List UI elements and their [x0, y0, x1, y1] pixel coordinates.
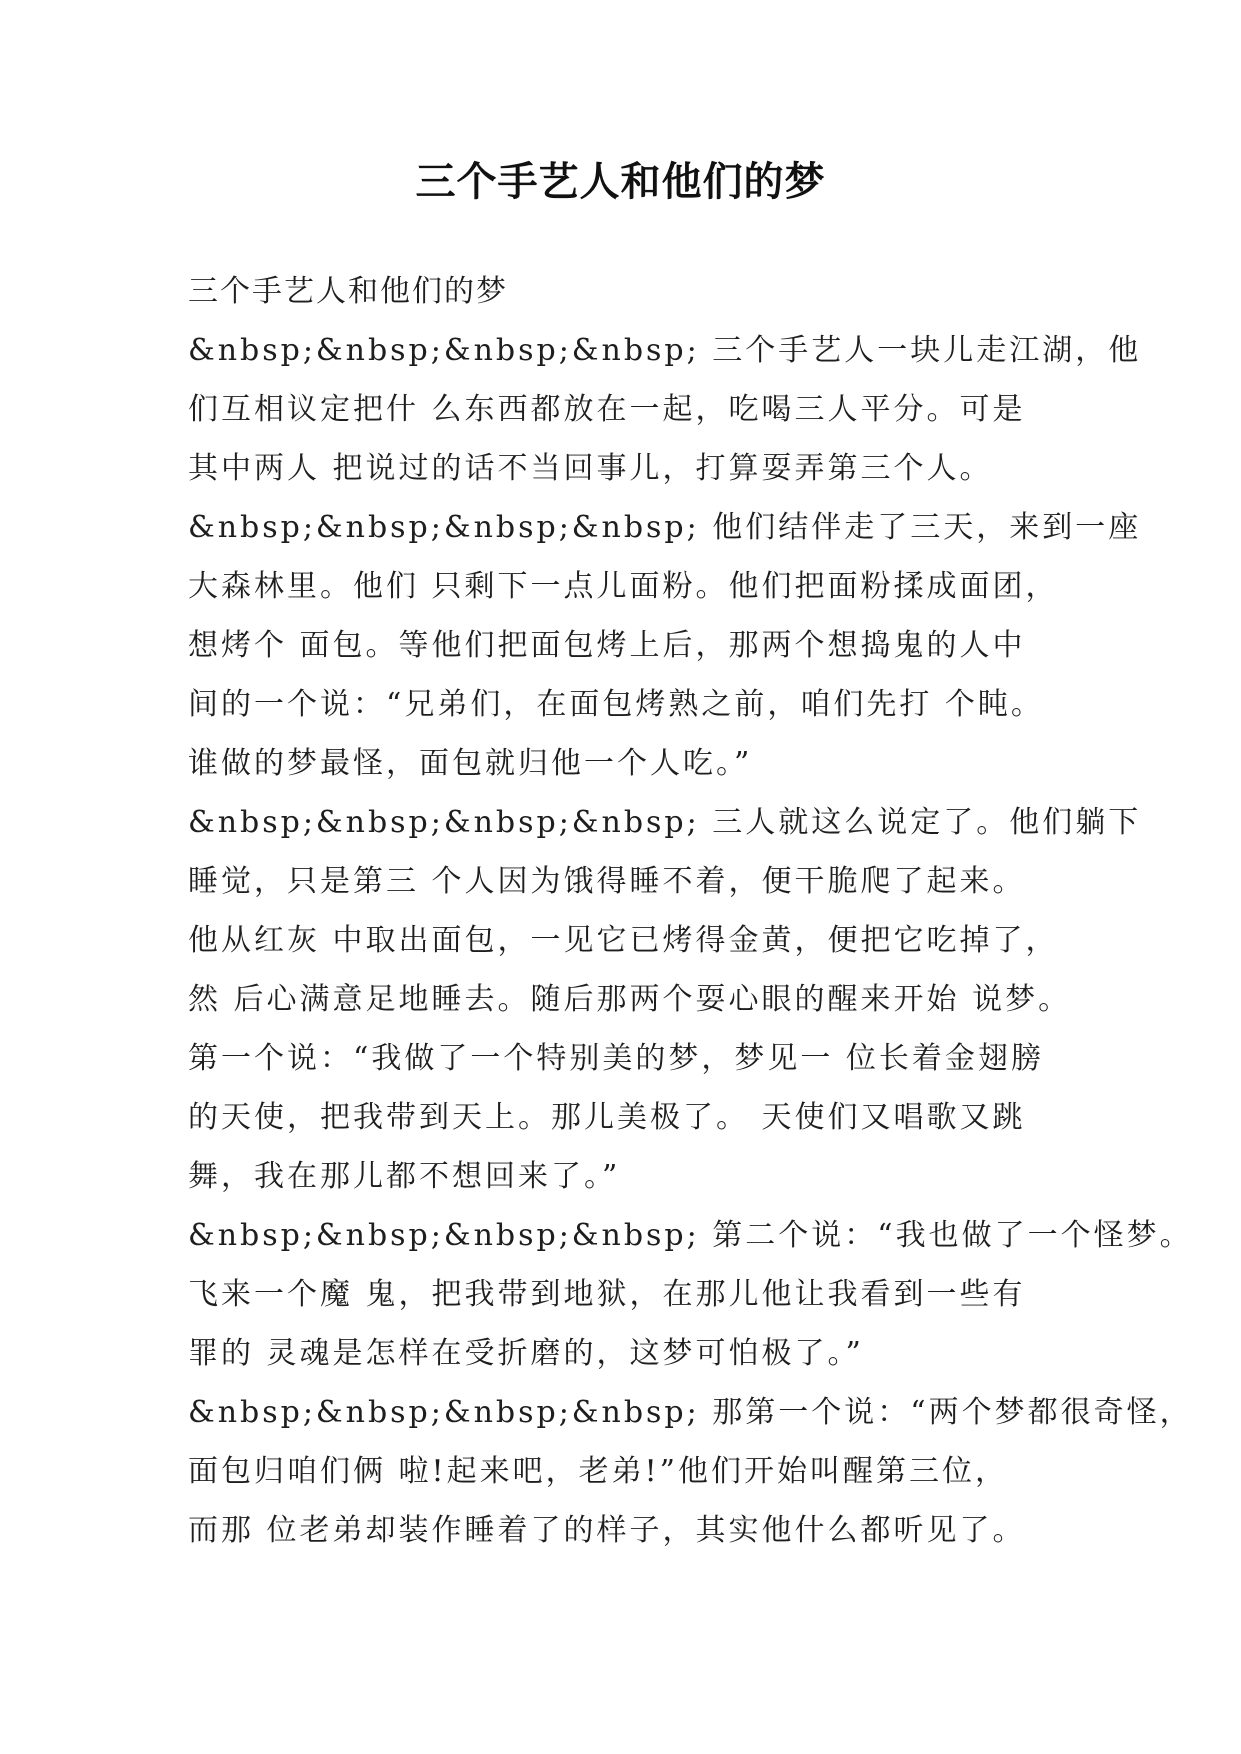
text-line: 想烤个 面包。等他们把面包烤上后，那两个想捣鬼的人中: [188, 628, 1026, 663]
text-line: 而那 位老弟却装作睡着了的样子，其实他什么都听见了。: [188, 1513, 1026, 1548]
text-line: 罪的 灵魂是怎样在受折磨的，这梦可怕极了。”: [188, 1336, 864, 1371]
text-line: 们互相议定把什 么东西都放在一起，吃喝三人平分。可是: [188, 392, 1026, 427]
text-line: &nbsp;&nbsp;&nbsp;&nbsp; 第二个说：“我也做了一个怪梦。: [188, 1218, 1193, 1253]
text-line: 三个手艺人和他们的梦: [188, 274, 508, 309]
text-line: &nbsp;&nbsp;&nbsp;&nbsp; 三个手艺人一块儿走江湖，他: [188, 333, 1142, 368]
text-line: 面包归咱们俩 啦!起来吧，老弟!”他们开始叫醒第三位，: [188, 1454, 1008, 1489]
text-line: 的天使，把我带到天上。那儿美极了。 天使们又唱歌又跳: [188, 1100, 1026, 1135]
text-line: 舞，我在那儿都不想回来了。”: [188, 1159, 621, 1194]
text-line: 谁做的梦最怪，面包就归他一个人吃。”: [188, 746, 753, 781]
document-title: 三个手艺人和他们的梦: [415, 159, 826, 205]
text-line: 第一个说：“我做了一个特别美的梦，梦见一 位长着金翅膀: [188, 1041, 1044, 1076]
document-body: [188, 262, 1193, 1560]
text-line: 然 后心满意足地睡去。随后那两个耍心眼的醒来开始 说梦。: [188, 982, 1072, 1017]
text-line: &nbsp;&nbsp;&nbsp;&nbsp; 那第一个说：“两个梦都很奇怪，: [188, 1395, 1193, 1430]
text-line: &nbsp;&nbsp;&nbsp;&nbsp; 他们结伴走了三天，来到一座: [188, 510, 1142, 545]
text-line: 他从红灰 中取出面包，一见它已烤得金黄，便把它吃掉了，: [188, 923, 1059, 958]
text-line: &nbsp;&nbsp;&nbsp;&nbsp; 三人就这么说定了。他们躺下: [188, 805, 1142, 840]
text-line: 大森林里。他们 只剩下一点儿面粉。他们把面粉揉成面团，: [188, 569, 1059, 604]
text-line: 间的一个说：“兄弟们，在面包烤熟之前，咱们先打 个盹。: [188, 687, 1044, 722]
text-line: 睡觉，只是第三 个人因为饿得睡不着，便干脆爬了起来。: [188, 864, 1026, 899]
text-line: 其中两人 把说过的话不当回事儿，打算耍弄第三个人。: [188, 451, 993, 486]
text-line: 飞来一个魔 鬼，把我带到地狱，在那儿他让我看到一些有: [188, 1277, 1026, 1312]
